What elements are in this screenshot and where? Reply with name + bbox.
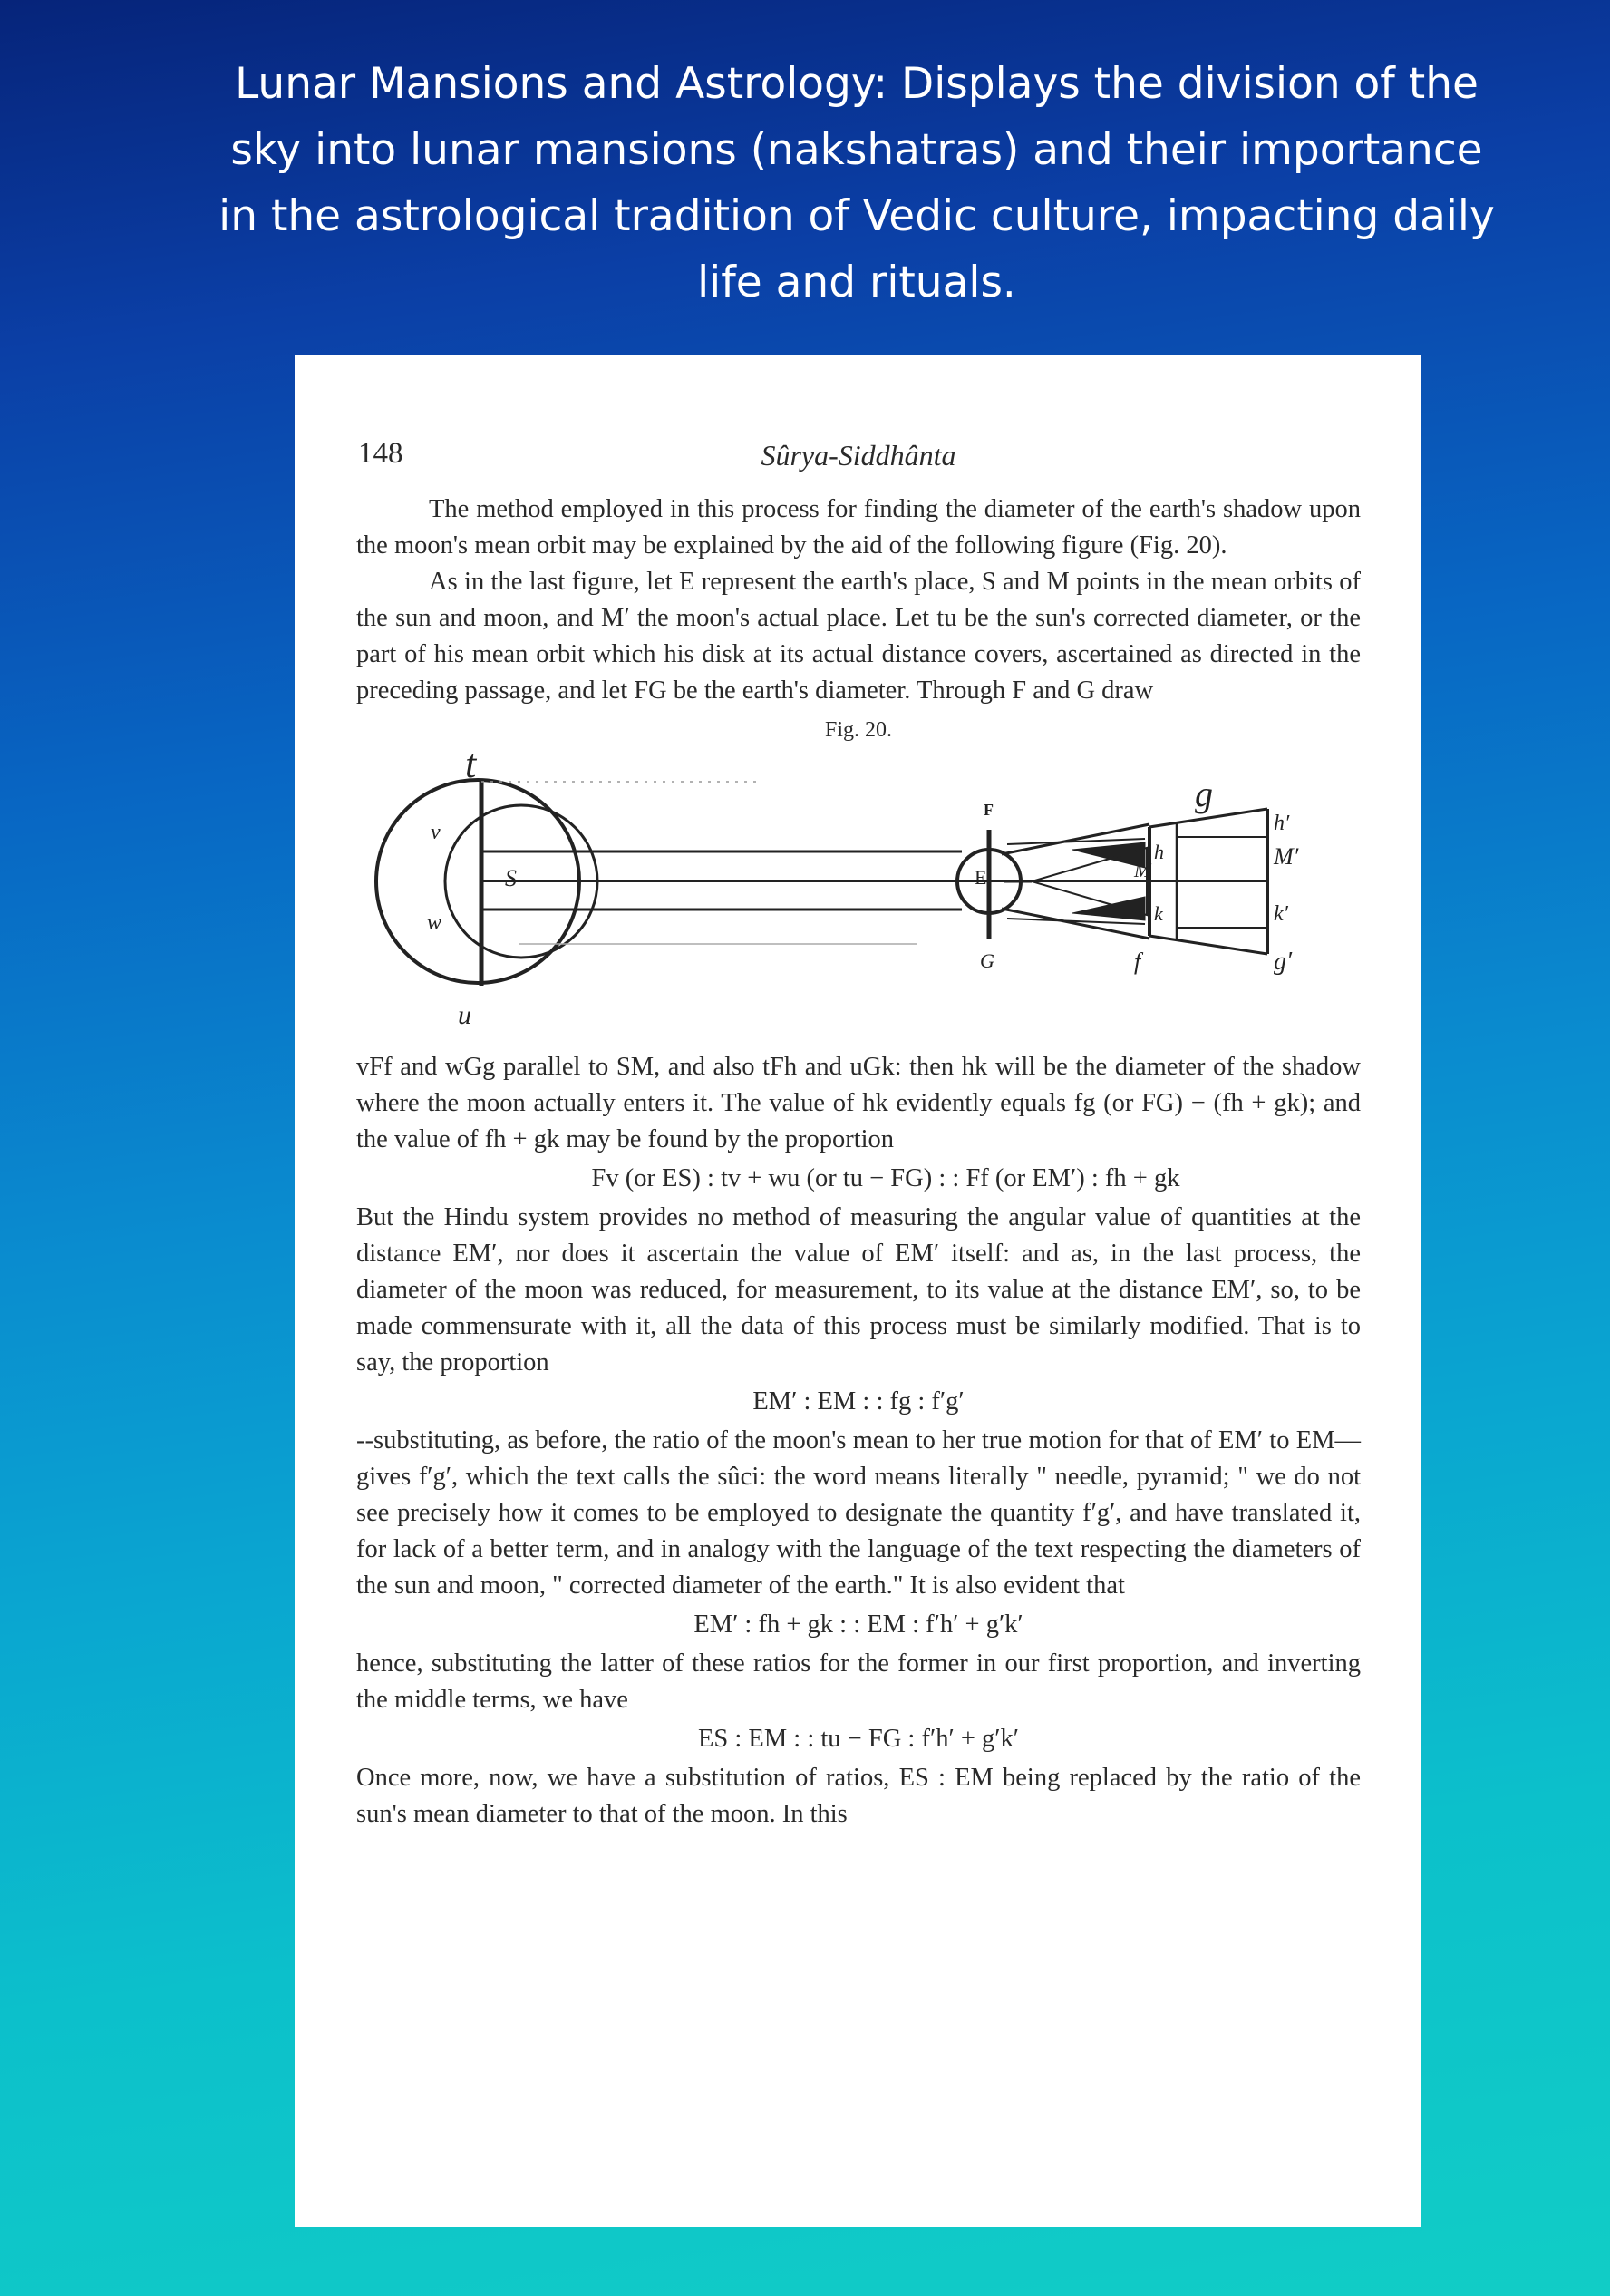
label-h-prime: h′ <box>1274 812 1290 835</box>
label-g: g <box>1195 773 1213 814</box>
formula-4: ES : EM : : tu − FG : f′h′ + g′k′ <box>698 1725 1019 1753</box>
label-k-prime: k′ <box>1274 902 1288 926</box>
paragraph-7: Once more, now, we have a substitution of ratios, ES : EM being replaced by the ratio of the sun's mean diameter to that of the moon. In this <box>356 1764 1361 1828</box>
scanned-page <box>295 355 1421 2227</box>
label-g-prime: g′ <box>1274 948 1293 976</box>
paragraph-4: But the Hindu system provides no method of measuring the angular value of quantities at the distance EM′, nor does it ascertain the value of EM′ itself: and as, in the last process, the diameter of the moon was reduced, for measurement, to its value at the distance EM′, so, to be made commensurate with it, all the data of this process must be similarly modified. That is to say, the proportion <box>356 1203 1361 1377</box>
label-u: u <box>458 1000 471 1030</box>
label-k: k <box>1154 902 1163 925</box>
page-header <box>356 437 1361 491</box>
label-F: F <box>984 801 994 819</box>
paragraph-3: vFf and wGg parallel to SM, and also tFh and uGk: then hk will be the diameter of the shadow where the moon actually enters it. The value of hk evidently equals fg (or FG) − (fh + gk); and the value of fh + gk may be found by the proportion <box>356 1053 1361 1153</box>
label-h: h <box>1154 841 1164 863</box>
label-E: E <box>975 866 987 889</box>
page-content <box>356 437 1361 1833</box>
running-title: Sûrya-Siddhânta <box>761 439 956 472</box>
label-t: t <box>465 750 477 786</box>
formula-1: Fv (or ES) : tv + wu (or tu − FG) : : Ff (or EM′) : fh + gk <box>591 1164 1180 1192</box>
formula-3: EM′ : fh + gk : : EM : f′h′ + g′k′ <box>693 1610 1023 1639</box>
label-f: f <box>1134 949 1141 975</box>
formula-2: EM′ : EM : : fg : f′g′ <box>752 1387 965 1416</box>
paragraph-1: The method employed in this process for finding the diameter of the earth's shadow upon the moon's mean orbit may be explained by the aid of the following figure (Fig. 20). <box>356 495 1361 559</box>
label-w: w <box>427 911 442 935</box>
label-M: M <box>1134 859 1151 881</box>
label-G: G <box>980 949 994 972</box>
paragraph-5: --substituting, as before, the ratio of the moon's mean to her true motion for that of EM′ to EM—gives f′g′, which the text calls the sûci: the word means literally " needle, pyramid; " we do not see precisely how it comes to be employed to designate the quantity f′g′, and have translated it, for lack of a better term, and in analogy with the language of the text respecting the diameters of the sun and moon, " corrected diameter of the earth." It is also evident that <box>356 1426 1361 1600</box>
paragraph-2: As in the last figure, let E represent the earth's place, S and M points in the mean orbits of the sun and moon, and M′ the moon's actual place. Let tu be the sun's corrected diameter, or the part of his mean orbit which his disk at its actual distance covers, ascertained as directed in the preceding passage, and let FG be the earth's diameter. Through F and G draw <box>356 568 1361 705</box>
label-s: S <box>505 865 517 891</box>
figure-label: Fig. 20. <box>824 718 892 742</box>
paragraph-6: hence, substituting the latter of these ratios for the former in our first proportion, and inverting the middle terms, we have <box>356 1649 1361 1714</box>
label-v: v <box>431 821 441 844</box>
page-number: 148 <box>358 437 403 470</box>
image-caption: Lunar Mansions and Astrology: Displays the division of the sky into lunar mansions (nakshatras) and their importance in the astrological tradition of Vedic culture, impacting daily life and rituals. <box>218 59 1495 307</box>
figure-20-diagram <box>356 750 1361 1040</box>
label-m-prime: M′ <box>1274 843 1299 870</box>
